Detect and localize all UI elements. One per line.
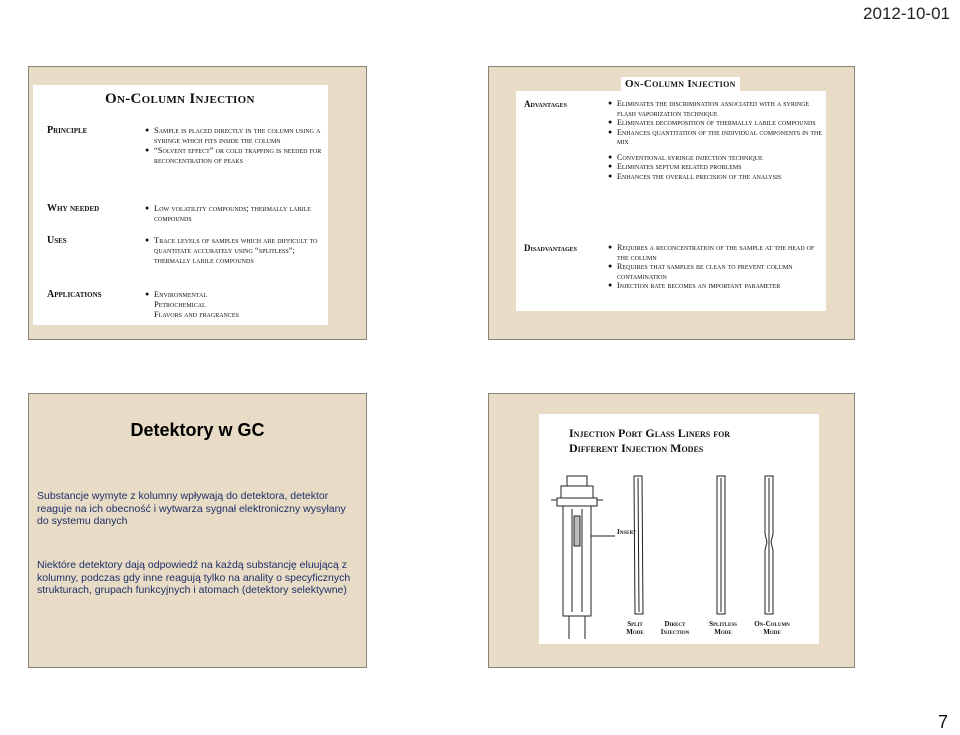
slide-glass-liners — [488, 393, 855, 668]
list-item: ● Injection rate becomes an important parameter — [608, 281, 823, 291]
row-label: Uses — [47, 235, 67, 246]
list-item: ● Requires that samples be clean to prevent column contamination — [608, 262, 823, 281]
split-liner-drawing — [551, 476, 615, 639]
row-label: Principle — [47, 125, 88, 136]
caption-line: On-Column — [754, 620, 790, 628]
caption-direct-injection — [657, 620, 693, 636]
page-date: 2012-10-01 — [863, 4, 950, 23]
splitless-liner-drawing — [717, 476, 725, 614]
list-item: ● Environmental — [145, 289, 325, 299]
list-item: ● Low volatility compounds; thermally labile compounds — [145, 203, 325, 223]
slide-on-column-principle — [28, 66, 367, 340]
caption-line: Splitless — [709, 620, 737, 628]
list-item: ● Enhances quantitation of the individual components in the mix — [608, 128, 823, 147]
slide-on-column-advantages — [488, 66, 855, 340]
list-item: ● Conventional syringe injection technique — [608, 153, 823, 163]
list-item: ● Sample is placed directly in the column using a syringe which fits inside the column — [145, 125, 325, 145]
row-label: Disadvantages — [524, 243, 577, 253]
caption-line: Mode — [714, 628, 732, 636]
caption-line: Mode — [763, 628, 781, 636]
row-label: Why needed — [47, 203, 100, 214]
slide-title: Detektory w GC — [130, 420, 265, 440]
figure-title-line: Different Injection Modes — [569, 441, 704, 455]
scanned-table — [33, 85, 328, 325]
slide-title: On-Column Injection — [105, 91, 255, 107]
page-number: 7 — [937, 712, 948, 732]
caption-line: Direct — [664, 620, 686, 628]
caption-line: Split — [627, 620, 643, 628]
caption-on-column-mode — [749, 620, 795, 636]
caption-splitless-mode — [703, 620, 743, 636]
list-item: ● Requires a reconcentration of the sample at the head of the column — [608, 243, 823, 262]
list-item: ● “Solvent effect” or cold trapping is needed for reconcentration of peaks — [145, 145, 325, 165]
liner-diagram — [539, 414, 819, 644]
list-item: Petrochemical — [154, 299, 206, 309]
list-item: ● Enhances the overall precision of the analysis — [608, 172, 823, 182]
scanned-figure — [539, 414, 819, 644]
list-item: Flavors and fragrances — [154, 309, 239, 319]
row-label: Advantages — [524, 99, 567, 109]
caption-split-mode — [623, 620, 647, 636]
list-item: ● Eliminates the discrimination associated with a syringe flash vaporization technique — [608, 99, 823, 118]
caption-line: Injection — [660, 628, 690, 636]
paragraph: Substancje wymyte z kolumny wpływają do detektora, detektor reaguje na ich obecność i wytwarza sygnał elektroniczny wysyłany do systemu danych — [37, 490, 346, 527]
slide-detectors — [28, 393, 367, 668]
row-label: Applications — [47, 289, 102, 300]
list-item: ● Eliminates decomposition of thermally labile compounds — [608, 118, 823, 128]
paragraph: Niektóre detektory dają odpowiedź na każdą substancję eluującą z kolumny, podczas gdy inne reagują tylko na anality o specyficznych strukturach, grupach funkcyjnych i atomach (detektory selektywne) — [37, 559, 351, 596]
insert-label: Insert — [617, 528, 637, 536]
scanned-table — [516, 78, 826, 311]
list-item: ● Eliminates septum related problems — [608, 162, 823, 172]
caption-line: Mode — [626, 628, 644, 636]
on-column-liner-drawing — [765, 476, 773, 614]
list-item: ● Trace levels of samples which are difficult to quantitate accurately using “splitless”; thermally labile compounds — [145, 235, 325, 265]
slide-title: On-Column Injection — [621, 77, 740, 91]
direct-liner-drawing — [634, 476, 643, 614]
figure-title-line: Injection Port Glass Liners for — [569, 426, 731, 440]
